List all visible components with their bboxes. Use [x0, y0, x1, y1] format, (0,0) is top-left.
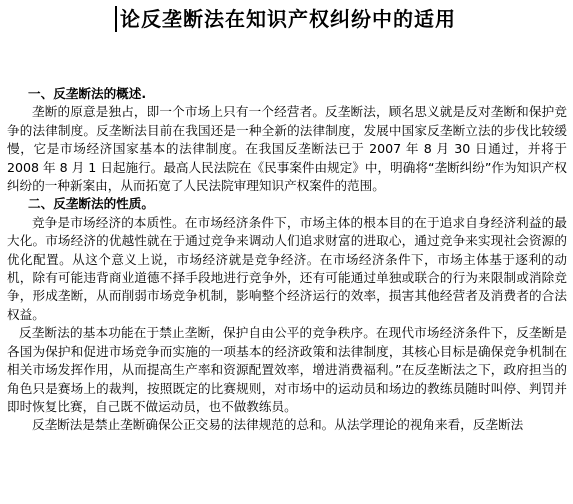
- nature-paragraph-function: 反垄断法的基本功能在于禁止垄断，保护自由公平的竞争秩序。在现代市场经济条件下，反垄断是各国为保护和促进市场竞争而实施的一项基本的经济政策和法律制度，其核心目标是确保竞争机制在相关市场发挥作用，从而提高生产率和资源配置效率，增进消费福利。”在反垄断法之下，政府担当的角色只是赛场上的裁判，按照既定的比赛规则，对市场中的运动员和场边的教练员随时叫停、判罚并即时恢复比赛，自己既不做运动员，也不做教练员。: [7, 325, 567, 414]
- document-title: 论反垄断法在知识产权纠纷中的适用: [120, 7, 456, 31]
- section-heading-overview: 一、反垄断法的概述.: [28, 86, 147, 101]
- section-heading-nature: 二、反垄断法的性质。: [28, 196, 154, 212]
- nature-paragraph-competition: 竞争是市场经济的本质性。在市场经济条件下，市场主体的根本目的在于追求自身经济利益的最大化。市场经济的优越性就在于通过竞争来调动人们追求财富的进取心，通过竞争来实现社会资源的优化配置。从这个意义上说，市场经济就是竞争经济。在市场经济条件下，市场主体基于逐利的动机，除有可能违背商业道德不择手段地进行竞争外，还有可能通过单独或联合的行为来限制或消除竞争，形成垄断，从而削弱市场竞争机制，影响整个经济运行的效率，损害其他经营者及消费者的合法权益。: [7, 214, 567, 322]
- document-body: [7, 85, 567, 435]
- text-cursor: [115, 6, 117, 32]
- overview-paragraph: 垄断的原意是独占，即一个市场上只有一个经营者。反垄断法，顾名思义就是反对垄断和保护竞争的法律制度。反垄断法目前在我国还是一种全新的法律制度，发展中国家反垄断立法的步伐比较缓慢，它是市场经济国家基本的法律制度。在我国反垄断法已于 2007 年 8 月 30 日通过，并将于 2008 年 8 月 1 日起施行。最高人民法院在《民事案件由规定》中，明确将“垄断纠纷”作为知识产权纠纷的一种新案由，从而拓宽了人民法院审理知识产权案件的范围。: [7, 104, 567, 194]
- nature-paragraph-definition: 反垄断法是禁止垄断确保公正交易的法律规范的总和。从法学理论的视角来看，反垄断法: [32, 417, 524, 433]
